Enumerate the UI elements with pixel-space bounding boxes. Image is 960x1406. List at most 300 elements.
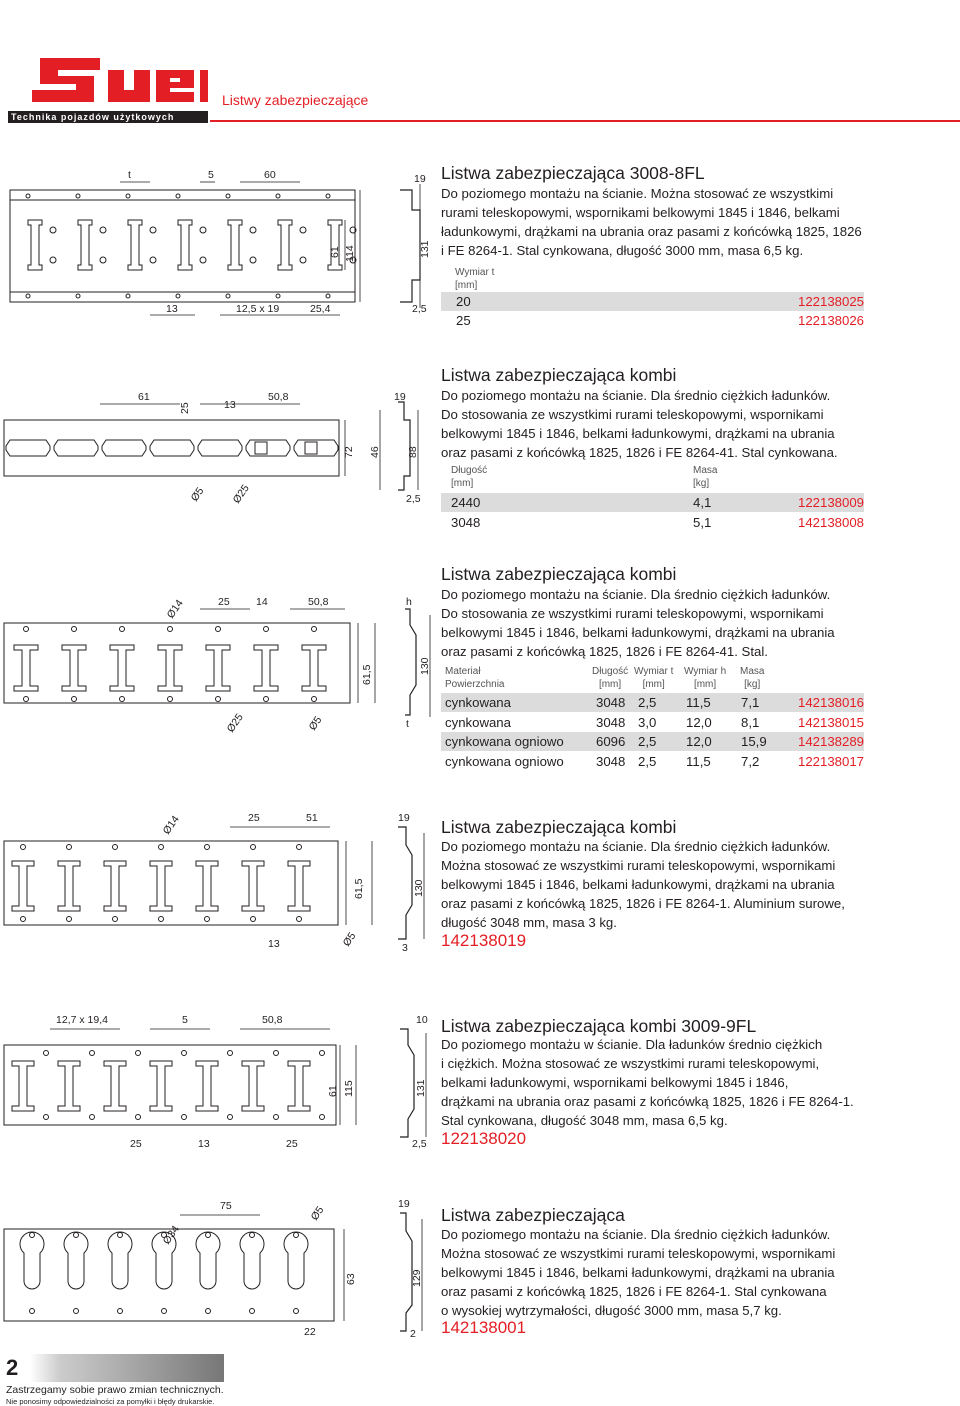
dim-13: 13 xyxy=(198,1138,210,1150)
desc-line: Do poziomego montażu w ścianie. Dla ładunków średnio ciężkich xyxy=(441,1037,823,1052)
cell-t: 2,5 xyxy=(638,695,657,710)
dim-50-8: 50,8 xyxy=(308,596,329,608)
cell-code: 142138016 xyxy=(797,695,864,710)
drawing-kombi-2 xyxy=(0,585,435,745)
dim-115: 115 xyxy=(343,1080,355,1097)
page-number: 2 xyxy=(6,1355,19,1380)
hole xyxy=(74,1233,79,1238)
slot-outline xyxy=(242,1061,264,1111)
product-description xyxy=(441,1035,886,1130)
hole xyxy=(126,294,130,298)
hole xyxy=(297,845,302,850)
dim-75: 75 xyxy=(220,1200,232,1212)
dim-2-5: 2,5 xyxy=(406,493,421,505)
dim-t: t xyxy=(406,718,409,730)
header-rule xyxy=(210,120,960,122)
keyhole-slot xyxy=(108,1232,132,1289)
dim-50-8: 50,8 xyxy=(262,1014,283,1026)
dim-10: 10 xyxy=(416,1014,428,1026)
hole xyxy=(312,697,317,702)
drawing-3008-8fl xyxy=(0,160,435,325)
table-row xyxy=(441,713,864,732)
desc-line: Do stosowania ze wszystkimi rurami teleskopowymi, wspornikami xyxy=(441,606,824,621)
hole xyxy=(297,917,302,922)
dim-131: 131 xyxy=(415,1079,427,1097)
cell-t: 2,5 xyxy=(638,734,657,749)
slot-outline xyxy=(102,440,146,456)
hole xyxy=(200,257,206,263)
hole xyxy=(26,294,30,298)
header-unit: [kg] xyxy=(693,478,710,489)
dim-14: 14 xyxy=(256,596,268,608)
hole xyxy=(90,1051,95,1056)
hole xyxy=(216,697,221,702)
hole xyxy=(30,1309,35,1314)
hole xyxy=(118,1233,123,1238)
hole xyxy=(226,294,230,298)
slot-outline xyxy=(12,1061,34,1111)
cell-length: 3048 xyxy=(451,515,481,530)
hole xyxy=(216,627,221,632)
hole xyxy=(312,627,317,632)
table-header xyxy=(634,665,673,691)
desc-line: oraz pasami z końcówką 1825, 1826 i FE 8264-41. Stal. xyxy=(441,644,768,659)
slot-outline xyxy=(302,645,326,691)
slot-outline xyxy=(104,1061,126,1111)
table-row xyxy=(441,693,864,712)
cell-h: 11,5 xyxy=(686,695,711,710)
slot-outline xyxy=(278,220,292,270)
header-unit: [mm] xyxy=(455,280,478,291)
hole xyxy=(300,227,306,233)
cell-size: 20 xyxy=(456,294,471,309)
slot-outline xyxy=(150,861,172,911)
drawing-kombi-aluminium xyxy=(0,805,435,955)
cell-code: 122138009 xyxy=(797,495,864,510)
diamond-hole xyxy=(255,442,267,454)
desc-line: rurami teleskopowymi, wspornikami belkowymi 1845 i 1846, belkami xyxy=(441,205,840,220)
hole xyxy=(264,697,269,702)
table-row xyxy=(441,732,864,751)
dim-63: 63 xyxy=(345,1273,357,1285)
hole xyxy=(120,697,125,702)
hole xyxy=(113,917,118,922)
footer-note: Zastrzegamy sobie prawo zmian technicznych. xyxy=(6,1384,224,1396)
hole xyxy=(150,227,156,233)
hole xyxy=(264,627,269,632)
hole xyxy=(150,257,156,263)
cell-length: 3048 xyxy=(596,714,626,730)
header-label: Powierzchnia xyxy=(445,679,505,690)
desc-line: Do poziomego montażu na ścianie. Dla średnio ciężkich ładunków. xyxy=(441,1227,831,1242)
product-code: 142138001 xyxy=(441,1318,527,1337)
header-label: Wymiar t xyxy=(634,666,674,677)
page-number-bar xyxy=(0,1354,224,1382)
hole xyxy=(72,697,77,702)
dim-5: 5 xyxy=(208,169,214,181)
dim-25: 25 xyxy=(286,1138,298,1150)
slot-outline xyxy=(196,1061,218,1111)
cell-code: 122138025 xyxy=(797,294,864,309)
dim-61-5: 61,5 xyxy=(361,664,373,685)
hole xyxy=(159,917,164,922)
keyhole-slot xyxy=(196,1232,220,1289)
slot-outline xyxy=(150,440,194,456)
dim-d14: Ø14 xyxy=(164,597,186,621)
hole xyxy=(26,194,30,198)
product-code: 142138019 xyxy=(441,931,527,950)
slot-outline xyxy=(288,861,310,911)
slot-outline xyxy=(14,645,38,691)
hole xyxy=(168,697,173,702)
table-header xyxy=(684,665,726,691)
cell-h: 12,0 xyxy=(686,734,712,749)
section-heading: Listwy zabezpieczające xyxy=(222,92,369,108)
hole xyxy=(24,627,29,632)
cell-length: 2440 xyxy=(451,495,481,510)
hole xyxy=(205,917,210,922)
dim-46: 46 xyxy=(369,446,381,458)
desc-line: Do poziomego montażu na ścianie. Dla średnio ciężkich ładunków. xyxy=(441,839,831,854)
hole xyxy=(276,194,280,198)
desc-line: belkami ładunkowymi, wspornikami belkowymi 1845 i 1846, xyxy=(441,1075,789,1090)
cell-length: 6096 xyxy=(596,734,626,749)
dim-13: 13 xyxy=(224,399,236,411)
dim-131: 131 xyxy=(419,240,431,258)
slot-outline xyxy=(288,1061,310,1111)
table-row xyxy=(441,752,864,771)
dim-61-5: 61,5 xyxy=(353,878,365,899)
hole xyxy=(251,917,256,922)
dim-61: 61 xyxy=(327,1085,339,1097)
brand-logo xyxy=(0,0,208,124)
hole xyxy=(228,1051,233,1056)
dim-19: 19 xyxy=(398,812,410,824)
slot-outline xyxy=(228,220,242,270)
hole xyxy=(44,1115,49,1120)
desc-line: belkowymi 1845 i 1846, belkami ładunkowymi, drążkami na ubrania xyxy=(441,426,835,441)
hole xyxy=(326,194,330,198)
table-row xyxy=(441,513,864,532)
keyhole-slot xyxy=(64,1232,88,1289)
header-label: Wymiar h xyxy=(684,666,727,677)
header-label: Długość xyxy=(592,666,629,677)
product-title: Listwa zabezpieczająca kombi xyxy=(441,365,677,385)
hole xyxy=(250,257,256,263)
dim-130: 130 xyxy=(413,879,425,897)
header-label: Długość xyxy=(451,465,488,476)
desc-line: oraz pasami z końcówką 1825, 1826 i FE 8264-1. Aluminium surowe, xyxy=(441,896,845,911)
hole xyxy=(162,1309,167,1314)
slot-outline xyxy=(196,861,218,911)
dim-12-5x19: 12,5 x 19 xyxy=(236,303,280,315)
cell-material: cynkowana ogniowo xyxy=(445,753,564,769)
table-header xyxy=(693,464,717,490)
cell-mass: 7,1 xyxy=(741,695,760,710)
header-unit: [mm] xyxy=(451,478,474,489)
cell-code: 142138289 xyxy=(797,734,864,749)
dim-d5: Ø5 xyxy=(188,485,207,504)
desc-line: belkowymi 1845 i 1846, belkami ładunkowymi, drążkami na ubrania xyxy=(441,625,835,640)
dim-25: 25 xyxy=(179,402,191,414)
desc-line: o wysokiej wytrzymałości, długość 3000 mm, masa 5,7 kg. xyxy=(441,1303,782,1318)
slot-outline xyxy=(58,1061,80,1111)
hole xyxy=(250,227,256,233)
slot-outline xyxy=(158,645,182,691)
hole xyxy=(276,294,280,298)
header-label: Wymiar t xyxy=(455,267,495,278)
hole xyxy=(118,1309,123,1314)
slot-outline xyxy=(246,440,290,456)
dim-19: 19 xyxy=(414,173,426,185)
cell-h: 11,5 xyxy=(686,753,711,769)
dim-61: 61 xyxy=(138,391,150,403)
cell-code: 122138017 xyxy=(797,753,864,769)
slot-outline xyxy=(12,861,34,911)
cell-material: cynkowana xyxy=(445,714,511,730)
hole xyxy=(126,194,130,198)
dim-22: 22 xyxy=(304,1326,316,1338)
hole xyxy=(21,917,26,922)
cell-code: 122138026 xyxy=(797,313,864,328)
hole xyxy=(44,1051,49,1056)
hole xyxy=(226,194,230,198)
cell-code: 142138015 xyxy=(797,714,864,730)
product-title: Listwa zabezpieczająca 3008-8FL xyxy=(441,163,705,183)
hole xyxy=(228,1115,233,1120)
hole xyxy=(206,1233,211,1238)
hole xyxy=(182,1051,187,1056)
hole xyxy=(76,194,80,198)
dim-25: 25 xyxy=(218,596,230,608)
slot-outline xyxy=(328,220,342,270)
desc-line: i FE 8264-1. Stal cynkowana, długość 3000 mm, masa 6,5 kg. xyxy=(441,243,804,258)
desc-line: belkowymi 1845 i 1846, belkami ładunkowymi, drążkami na ubrania xyxy=(441,1265,835,1280)
cell-t: 2,5 xyxy=(638,753,657,769)
header-unit: [mm] xyxy=(598,679,622,690)
desc-line: belkowymi 1845 i 1846, belkami ładunkowymi, drążkami na ubrania xyxy=(441,877,835,892)
dim-25: 25 xyxy=(248,812,260,824)
hole xyxy=(300,257,306,263)
dim-19: 19 xyxy=(394,391,406,403)
desc-line: ładunkowymi, drążkami na ubrania oraz pasami z końcówką 1825, 1826 xyxy=(441,224,862,239)
cell-mass: 15,9 xyxy=(741,734,767,749)
diamond-hole xyxy=(305,442,317,454)
desc-line: drążkami na ubrania oraz pasami z końcówką 1825, 1826 i FE 8264-1. xyxy=(441,1094,854,1109)
slot-outline xyxy=(54,440,98,456)
slot-outline xyxy=(6,440,50,456)
header-label: Masa xyxy=(693,465,718,476)
hole xyxy=(21,845,26,850)
header-label: Masa xyxy=(740,666,765,677)
slot-outline xyxy=(206,645,230,691)
dim-d5: Ø5 xyxy=(308,1204,327,1223)
hole xyxy=(294,1309,299,1314)
keyhole-slot xyxy=(20,1232,44,1289)
slot-outline xyxy=(62,645,86,691)
hole xyxy=(74,1309,79,1314)
cell-code: 142138008 xyxy=(797,515,864,530)
cell-size: 25 xyxy=(456,313,471,328)
hole xyxy=(326,294,330,298)
table-row xyxy=(441,292,864,311)
hole xyxy=(67,917,72,922)
slot-outline xyxy=(104,861,126,911)
dim-51: 51 xyxy=(306,812,318,824)
cell-h: 12,0 xyxy=(686,714,712,730)
hole xyxy=(274,1051,279,1056)
company-tagline: Technika pojazdów użytkowych xyxy=(8,111,208,123)
hole xyxy=(76,294,80,298)
header-unit: [kg] xyxy=(744,679,761,690)
dim-3: 3 xyxy=(402,942,408,954)
dim-2: 2 xyxy=(410,1328,416,1340)
product-description xyxy=(441,585,886,661)
product-title: Listwa zabezpieczająca kombi xyxy=(441,564,677,584)
hole xyxy=(205,845,210,850)
hole xyxy=(50,227,56,233)
dim-d34: Ø34 xyxy=(160,1223,182,1247)
slot-outline xyxy=(78,220,92,270)
slot-outline xyxy=(28,220,42,270)
cell-length: 3048 xyxy=(596,695,626,710)
dim-h: h xyxy=(406,596,412,608)
hole xyxy=(206,1309,211,1314)
desc-line: Do poziomego montażu na ścianie. Dla średnio ciężkich ładunków. xyxy=(441,388,831,403)
dim-114: 114 xyxy=(344,245,356,262)
slot-outline xyxy=(178,220,192,270)
hole xyxy=(182,1115,187,1120)
header-unit: [mm] xyxy=(642,679,665,690)
dim-13: 13 xyxy=(166,303,178,315)
hole xyxy=(200,227,206,233)
cell-mass: 4,1 xyxy=(693,495,712,510)
drawing-listwa-wysokiej-wytrzymalosci xyxy=(0,1195,435,1345)
hole xyxy=(30,1233,35,1238)
drawing-kombi-3009-9fl xyxy=(0,1005,435,1155)
desc-line: Można stosować ze wszystkimi rurami teleskopowymi, wspornikami xyxy=(441,858,836,873)
hole xyxy=(120,627,125,632)
table-header xyxy=(740,665,764,691)
header-unit: [mm] xyxy=(693,679,717,690)
drawing-kombi-1 xyxy=(0,380,435,510)
slot-outline xyxy=(242,861,264,911)
dim-d25: Ø25 xyxy=(230,482,252,506)
desc-line: Stal cynkowana, długość 3048 mm, masa 6,5 kg. xyxy=(441,1113,728,1128)
dim-25-4: 25,4 xyxy=(310,303,331,315)
product-title: Listwa zabezpieczająca xyxy=(441,1205,625,1225)
dim-88: 88 xyxy=(407,446,419,458)
dim-72: 72 xyxy=(343,446,355,458)
dim-d5: Ø5 xyxy=(306,714,325,733)
dim-13: 13 xyxy=(268,938,280,950)
slot-outline xyxy=(198,440,242,456)
desc-line: Do poziomego montażu na ścianie. Można stosować ze wszystkimi xyxy=(441,186,834,201)
product-description xyxy=(441,1225,886,1320)
dim-19: 19 xyxy=(398,1198,410,1210)
table-header xyxy=(451,464,487,490)
dim-t: t xyxy=(128,169,131,181)
desc-line: oraz pasami z końcówką 1825, 1826 i FE 8264-1. Stal cynkowana xyxy=(441,1284,827,1299)
cell-material: cynkowana xyxy=(445,695,511,710)
product-code: 122138020 xyxy=(441,1129,527,1148)
desc-line: Do poziomego montażu na ścianie. Dla średnio ciężkich ładunków. xyxy=(441,587,831,602)
desc-line: długość 3048 mm, masa 3 kg. xyxy=(441,915,617,930)
hole xyxy=(274,1115,279,1120)
dim-129: 129 xyxy=(411,1269,423,1287)
cell-mass: 8,1 xyxy=(741,714,760,730)
hole xyxy=(159,845,164,850)
desc-line: Można stosować ze wszystkimi rurami teleskopowymi, wspornikami xyxy=(441,1246,836,1261)
hole xyxy=(113,845,118,850)
dim-50-8: 50,8 xyxy=(268,391,289,403)
hole xyxy=(250,1309,255,1314)
dim-60: 60 xyxy=(264,169,276,181)
product-title: Listwa zabezpieczająca kombi 3009-9FL xyxy=(441,1016,757,1036)
hole xyxy=(176,294,180,298)
hole xyxy=(50,257,56,263)
table-header xyxy=(445,665,504,691)
slot-outline xyxy=(110,645,134,691)
slot-outline xyxy=(254,645,278,691)
hole xyxy=(294,1233,299,1238)
hole xyxy=(90,1115,95,1120)
product-description xyxy=(441,184,886,260)
hole xyxy=(24,697,29,702)
keyhole-slot xyxy=(240,1232,264,1289)
dim-2-5: 2,5 xyxy=(412,1138,427,1150)
desc-line: i ciężkich. Można stosować ze wszystkimi rurami teleskopowymi, xyxy=(441,1056,820,1071)
dim-25: 25 xyxy=(130,1138,142,1150)
hole xyxy=(136,1115,141,1120)
slot-outline xyxy=(58,861,80,911)
desc-line: Do stosowania ze wszystkimi rurami teleskopowymi, wspornikami xyxy=(441,407,824,422)
dim-5: 5 xyxy=(182,1014,188,1026)
cell-material: cynkowana ogniowo xyxy=(445,734,564,749)
dim-2-5: 2,5 xyxy=(412,303,427,315)
hole xyxy=(251,845,256,850)
product-description xyxy=(441,386,886,462)
cell-length: 3048 xyxy=(596,753,626,769)
table-header xyxy=(592,665,628,691)
hole xyxy=(100,257,106,263)
dim-d25: Ø25 xyxy=(224,711,246,735)
footer-disclaimer: Nie ponosimy odpowiedzialności za pomyłki i błędy drukarskie. xyxy=(6,1397,215,1406)
table-row xyxy=(441,311,864,330)
dim-d14: Ø14 xyxy=(160,813,182,837)
dim-61: 61 xyxy=(329,246,341,258)
header-label: Materiał xyxy=(445,666,481,677)
dim-130: 130 xyxy=(419,657,431,675)
product-title: Listwa zabezpieczająca kombi xyxy=(441,817,677,837)
slot-outline xyxy=(128,220,142,270)
dim-d5: Ø5 xyxy=(340,930,359,949)
hole xyxy=(250,1233,255,1238)
product-description xyxy=(441,837,886,932)
slot-outline xyxy=(150,1061,172,1111)
hole xyxy=(136,1051,141,1056)
table-row xyxy=(441,493,864,512)
desc-line: oraz pasami z końcówką 1825, 1826 i FE 8264-41. Stal cynkowana. xyxy=(441,445,838,460)
dim-12-7x19-4: 12,7 x 19,4 xyxy=(56,1014,108,1026)
hole xyxy=(320,1115,325,1120)
hole xyxy=(72,627,77,632)
cell-t: 3,0 xyxy=(638,714,657,730)
cell-mass: 5,1 xyxy=(693,515,712,530)
hole xyxy=(67,845,72,850)
hole xyxy=(100,227,106,233)
hole xyxy=(176,194,180,198)
